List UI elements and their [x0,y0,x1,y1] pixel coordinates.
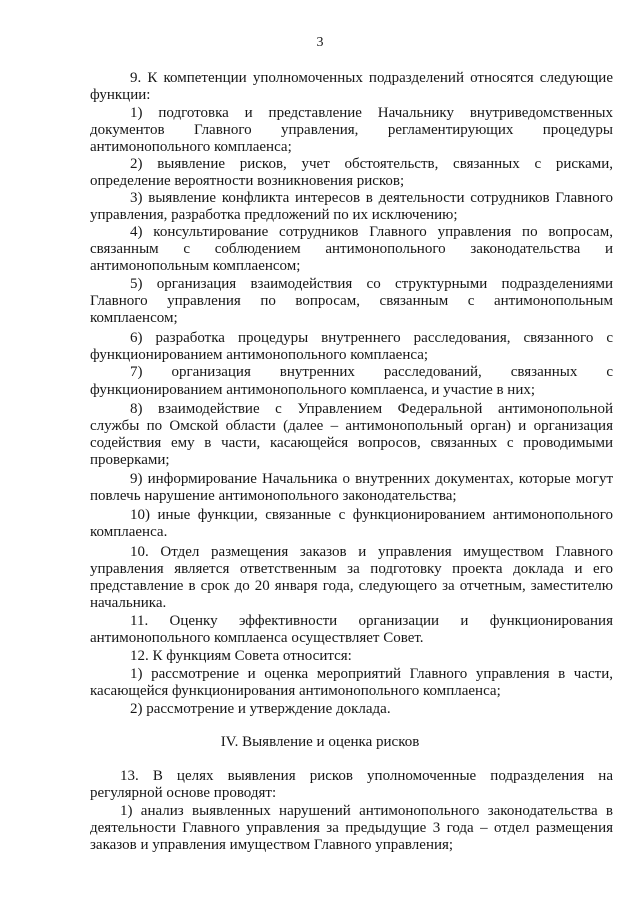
paragraph-line: 11. Оценку эффективности организации и функционирования [130,613,613,629]
paragraph-line: повлечь нарушение антимонопольного законодательства; [90,488,457,504]
paragraph-line: 4) консультирование сотрудников Главного управления по вопросам, [130,224,613,240]
paragraph-line: 13. В целях выявления рисков уполномоченные подразделения на [120,768,613,784]
paragraph-line: деятельности Главного управления за предыдущие 3 года – отдел размещения [90,820,613,836]
paragraph-line: связанным с соблюдением антимонопольного законодательства и [90,241,613,257]
paragraph-line: 9. К компетенции уполномоченных подразделений относятся следующие [130,70,613,86]
page-number: 3 [316,35,324,50]
paragraph-line: заказов и управления имуществом Главного управления; [90,837,454,853]
paragraph-line: определение вероятности возникновения рисков; [90,173,405,189]
paragraph-line: 3) выявление конфликта интересов в деятельности сотрудников Главного [130,190,613,206]
paragraph-line: 1) анализ выявленных нарушений антимонопольного законодательства в [120,803,613,819]
paragraph-line: комплаенса. [90,524,168,540]
paragraph-line: представление в срок до 20 января года, следующего за отчетным, заместителю [90,578,613,594]
paragraph-line: Главного управления по вопросам, связанным с антимонопольным [90,293,613,309]
paragraph-line: антимонопольного комплаенса; [90,139,292,155]
paragraph-line: функционированием антимонопольного комплаенса; [90,347,429,363]
paragraph-line: 8) взаимодействие с Управлением Федеральной антимонопольной [130,401,613,417]
paragraph-line: 6) разработка процедуры внутреннего расследования, связанного с [130,330,613,346]
paragraph-line: управления, разработка предложений по их исключению; [90,207,458,223]
paragraph-line: 2) рассмотрение и утверждение доклада. [130,701,391,717]
paragraph-line: 1) рассмотрение и оценка мероприятий Главного управления в части, [130,666,613,682]
paragraph-line: управления является ответственным за подготовку проекта доклада и его [90,561,613,577]
paragraph-line: 2) выявление рисков, учет обстоятельств, связанных с рисками, [130,156,613,172]
paragraph-line: 10. Отдел размещения заказов и управления имуществом Главного [130,544,613,560]
paragraph-line: начальника. [90,595,167,611]
paragraph-line: комплаенсом; [90,310,178,326]
paragraph-line: 5) организация взаимодействия со структурными подразделениями [130,276,613,292]
paragraph-line: антимонопольного комплаенса осуществляет Совет. [90,630,424,646]
paragraph-line: функционированием антимонопольного комплаенса, и участие в них; [90,382,536,398]
paragraph-line: содействия ему в части, касающейся вопросов, связанных с проводимыми [90,435,613,451]
paragraph-line: 1) подготовка и представление Начальнику внутриведомственных [130,105,613,121]
paragraph-line: касающейся функционирования антимонопольного комплаенса; [90,683,501,699]
section-heading: IV. Выявление и оценка рисков [220,734,420,750]
paragraph-line: 9) информирование Начальника о внутренних документах, которые могут [130,471,613,487]
paragraph-line: проверками; [90,452,170,468]
paragraph-line: антимонопольным комплаенсом; [90,258,301,274]
paragraph-line: документов Главного управления, регламентирующих процедуры [90,122,613,138]
paragraph-line: регулярной основе проводят: [90,785,277,801]
paragraph-line: 12. К функциям Совета относится: [130,648,352,664]
paragraph-line: 7) организация внутренних расследований, связанных с [130,364,613,380]
paragraph-line: службы по Омской области (далее – антимонопольный орган) и организация [90,418,613,434]
paragraph-line: 10) иные функции, связанные с функционированием антимонопольного [130,507,613,523]
paragraph-line: функции: [90,87,151,103]
